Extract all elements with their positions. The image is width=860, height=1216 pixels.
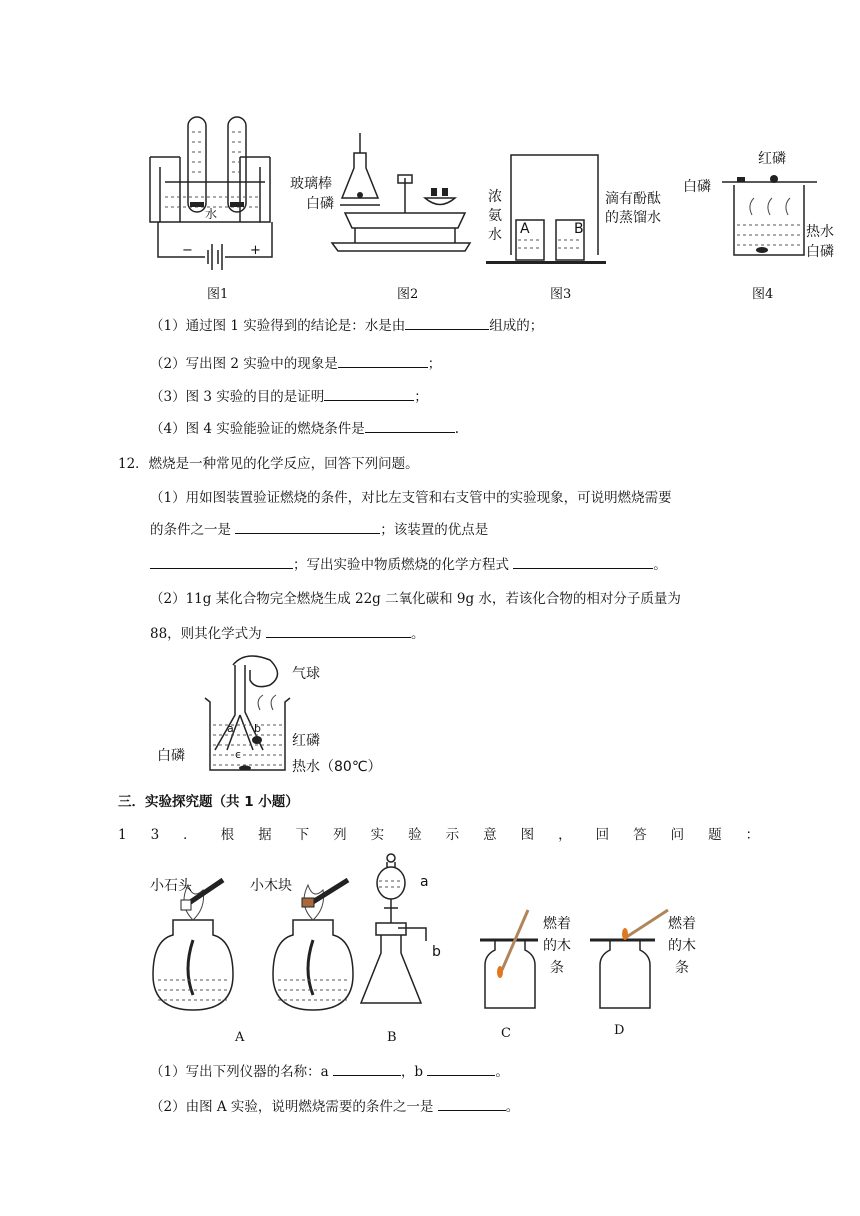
burning-stick-c-label-3: 条	[550, 960, 564, 976]
burning-stick-d-label-2: 的木	[668, 938, 696, 954]
figure-3-caption: 图3	[550, 287, 572, 302]
hot-water-label: 热水	[806, 224, 834, 240]
small-wood-label: 小木块	[250, 878, 292, 894]
q11-sub1	[150, 314, 543, 334]
red-phosphorus-label: 红磷	[758, 151, 786, 167]
q13-sub1	[150, 1060, 509, 1080]
answer-blank[interactable]	[513, 554, 653, 569]
q12-part1-line3	[150, 553, 667, 573]
burning-stick-d-label-1: 燃着	[668, 916, 696, 932]
q12-part1-line2-text: 的条件之一是	[150, 522, 236, 538]
figure-a-caption: A	[235, 1030, 245, 1045]
answer-blank[interactable]	[324, 386, 414, 401]
q11-sub4	[150, 417, 459, 437]
q13-stem: 13．根据下列实验示意图，回答问题：	[118, 827, 784, 843]
phenolphthalein-label-2: 的蒸馏水	[605, 210, 661, 226]
burning-stick-c-label-2: 的木	[543, 938, 571, 954]
answer-blank[interactable]	[338, 353, 428, 368]
balance-diagram	[330, 133, 470, 268]
q11-sub3	[150, 385, 428, 405]
red-phosphorus-label: 红磷	[292, 733, 320, 749]
beaker-a-label: A	[520, 221, 530, 237]
q12-part2-line1: （2）11g 某化合物完全燃烧生成 22g 二氧化碳和 9g 水，若该化合物的相对分子质量为	[150, 591, 681, 607]
q13-sub1-end: 。	[495, 1064, 509, 1080]
jar-d-diagram	[590, 910, 670, 1000]
q11-sub2-end: ；	[427, 356, 442, 372]
q12-stem: 12．燃烧是一种常见的化学反应，回答下列问题。	[118, 456, 419, 472]
q12-part1-line2	[150, 518, 488, 538]
answer-blank[interactable]	[405, 315, 489, 330]
ammonia-diagram	[486, 150, 611, 265]
answer-blank[interactable]	[333, 1061, 401, 1076]
q12-part1-line2-end: ；该装置的优点是	[380, 522, 489, 538]
answer-blank[interactable]	[266, 623, 411, 638]
beaker-b-label: B	[574, 221, 584, 237]
white-phosphorus-label: 白磷	[157, 748, 185, 764]
q11-sub3-end: ；	[414, 389, 428, 405]
plus-sign: +	[250, 243, 261, 258]
section-3-title: 三．实验探究题（共 1 小题）	[118, 794, 299, 810]
q13-sub2-text: （2）由图 A 实验，说明燃烧需要的条件之一是	[150, 1099, 438, 1115]
burning-stick-d-label-3: 条	[675, 960, 689, 976]
q11-sub2-text: （2）写出图 2 实验中的现象是	[150, 356, 338, 372]
answer-blank[interactable]	[427, 1061, 495, 1076]
q13-sub2	[150, 1095, 519, 1115]
figure-4-caption: 图4	[752, 287, 774, 302]
water-label: 水	[205, 207, 218, 221]
minus-sign: −	[182, 243, 193, 258]
q12-part1-line1: （1）用如图装置验证燃烧的条件，对比左支管和右支管中的实验现象，可说明燃烧需要	[150, 490, 672, 506]
tube-b-label: b	[254, 722, 261, 735]
burning-stick-c-label-1: 燃着	[543, 916, 571, 932]
q11-sub4-text: （4）图 4 实验能验证的燃烧条件是	[150, 421, 365, 437]
electrolysis-diagram	[150, 112, 290, 272]
tube-a-label: a	[227, 722, 234, 735]
figure-d-caption: D	[614, 1023, 625, 1038]
alcohol-lamps-diagram	[148, 880, 378, 1030]
answer-blank[interactable]	[365, 418, 455, 433]
figure-1-caption: 图1	[207, 287, 229, 302]
q11-sub4-end: .	[454, 421, 460, 437]
figure-2-caption: 图2	[397, 287, 419, 302]
white-phosphorus-top-label: 白磷	[683, 179, 711, 195]
small-stone-label: 小石头	[150, 878, 192, 894]
white-phosphorus-bottom-label: 白磷	[806, 244, 834, 260]
ammonia-label-1: 浓	[488, 189, 502, 205]
q12-part2-line2	[150, 622, 424, 642]
q13-sub1-text: （1）写出下列仪器的名称：a	[150, 1064, 333, 1080]
q13-sub1-mid: ，b	[400, 1064, 428, 1080]
white-phosphorus-label: 白磷	[306, 196, 334, 212]
balloon-label: 气球	[292, 666, 320, 682]
answer-blank[interactable]	[438, 1096, 506, 1111]
hot-water-label: 热水（80℃）	[292, 759, 382, 775]
q12-part1-line3-end: 。	[653, 557, 667, 573]
funnel-a-label: a	[420, 874, 429, 890]
figure-b-caption: B	[387, 1030, 397, 1045]
jar-c-diagram	[480, 910, 550, 1000]
q12-part2-line2-text: 88，则其化学式为	[150, 626, 266, 642]
q13-sub2-end: 。	[505, 1099, 520, 1115]
answer-blank[interactable]	[150, 554, 293, 569]
ammonia-label-3: 水	[488, 227, 502, 243]
q12-part2-line2-end: 。	[410, 626, 425, 642]
q11-sub1-text: （1）通过图 1 实验得到的结论是：水是由	[150, 318, 406, 334]
q11-sub1-end: 组成的；	[489, 318, 544, 334]
flask-b-label: b	[432, 944, 441, 960]
q12-part1-line3-text: ；写出实验中物质燃烧的化学方程式	[293, 557, 514, 573]
phenolphthalein-label-1: 滴有酚酞	[605, 191, 661, 207]
q11-sub3-text: （3）图 3 实验的目的是证明	[150, 389, 325, 405]
ammonia-label-2: 氨	[488, 208, 502, 224]
answer-blank[interactable]	[235, 519, 380, 534]
figure-c-caption: C	[501, 1026, 511, 1041]
q11-sub2	[150, 352, 441, 372]
glass-rod-label: 玻璃棒	[290, 176, 332, 192]
tube-c-label: c	[235, 748, 242, 761]
